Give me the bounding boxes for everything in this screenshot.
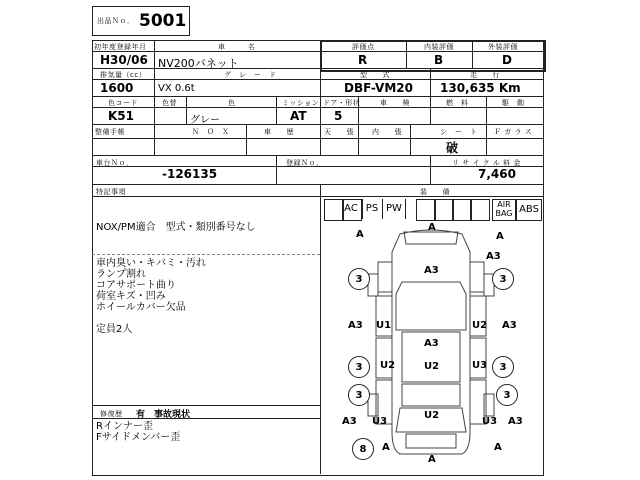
repair-status: 事故現状 (154, 410, 191, 420)
mark-u3: U3 (372, 416, 388, 427)
mark-a3: A3 (424, 265, 439, 276)
car-name-label: 車 名 (218, 43, 256, 51)
equipment-ps: PS (362, 199, 381, 219)
mark-a: A (494, 442, 502, 453)
mileage-label: 走 行 (470, 71, 500, 79)
registration-label: 登録Ｎｏ． (286, 159, 324, 167)
equipment-airbag (492, 199, 516, 221)
notes-line-3: ランプ割れ (96, 269, 146, 280)
mark-a: A (428, 222, 436, 233)
equipment-abs: ABS (516, 199, 542, 221)
mark-u2: U2 (424, 410, 440, 421)
exterior-label: 外装評価 (488, 43, 518, 51)
lot-number: 5001 (139, 11, 187, 31)
mark-circle-3: 3 (348, 356, 370, 378)
equipment-pw: PW (382, 199, 406, 219)
mark-a: A (356, 229, 364, 240)
chassis-label: 車台Ｎｏ． (96, 159, 134, 167)
transmission-label: ミッション (282, 99, 320, 107)
color-code-label: 色コード (108, 99, 138, 107)
inner-trim-label: 内 張 (372, 128, 402, 136)
first-reg-value: H30/06 (100, 53, 148, 67)
equipment-label: 装 備 (420, 188, 450, 196)
mark-u3: U3 (482, 416, 498, 427)
repair-line-2: Fサイドメンバー歪 (96, 432, 181, 443)
doors-value: 5 (334, 109, 343, 123)
mark-u2: U2 (472, 320, 488, 331)
mark-circle-3: 3 (492, 268, 514, 290)
notes-line-4: コアサポート曲り (96, 280, 176, 291)
repair-line-1: Rインナー歪 (96, 421, 153, 432)
lot-label: 出品Ｎｏ． (97, 17, 135, 25)
mark-a: A (428, 454, 436, 465)
model-value: DBF-VM20 (344, 81, 413, 95)
notes-label: 特記事項 (96, 188, 126, 196)
color-value: グレー (190, 115, 220, 126)
equipment-grid (324, 199, 542, 221)
mark-a3: A3 (486, 251, 501, 262)
lot-box (92, 6, 190, 36)
notes-line-5: 荷室キズ・凹み (96, 291, 166, 302)
transmission-value: AT (290, 109, 307, 123)
airbag-text: AIR BAG (495, 200, 513, 218)
mark-a3: A3 (342, 416, 357, 427)
seat-label: シ ー ト (440, 128, 478, 136)
mark-a3: A3 (424, 338, 439, 349)
car-name-value: NV200バネット (158, 57, 239, 70)
score-value: R (358, 53, 368, 67)
mark-u1: U1 (376, 320, 392, 331)
first-reg-label: 初年度登録年月 (94, 43, 147, 51)
fuel-label: 燃 料 (446, 99, 469, 107)
mark-a: A (382, 442, 390, 453)
color-label: 色 (228, 99, 236, 107)
color-code-value: K51 (108, 109, 134, 123)
notes-line-2: 車内臭い・キバミ・汚れ (96, 258, 206, 269)
repair-value: 有 (136, 410, 146, 420)
model-label: 型 式 (360, 71, 390, 79)
equipment-cell (324, 199, 344, 221)
seat-value: 破 (446, 141, 459, 155)
recycle-label: リ サ イ ク ル 料 金 (452, 159, 521, 167)
mark-a: A (496, 231, 504, 242)
interior-label: 内装評価 (424, 43, 454, 51)
exterior-value: D (502, 53, 512, 67)
mark-a3: A3 (348, 320, 363, 331)
mark-circle-3: 3 (492, 356, 514, 378)
ceiling-label: 天 張 (324, 128, 354, 136)
repair-label: 修復歴 (100, 410, 123, 418)
mark-u3: U3 (472, 360, 488, 371)
mark-circle-8: 8 (352, 438, 374, 460)
inspection-label: 車 検 (380, 99, 410, 107)
grade-value: VX 0.6t (158, 83, 195, 94)
capacity-note: 定員2人 (96, 324, 133, 335)
grade-label: グ レ ー ド (224, 71, 277, 79)
drive-label: 駆 動 (502, 99, 525, 107)
mark-a3: A3 (508, 416, 523, 427)
nox-label: Ｎ Ｏ Ｘ (192, 128, 230, 136)
notes-line-6: ホイールカバー欠品 (96, 302, 186, 313)
mark-u2: U2 (424, 361, 440, 372)
mark-circle-3: 3 (496, 384, 518, 406)
mark-u2: U2 (380, 360, 396, 371)
equipment-ac: AC (344, 203, 358, 214)
mark-circle-3: 3 (348, 268, 370, 290)
service-book-label: 整備手帳 (95, 128, 125, 136)
displacement-value: 1600 (100, 81, 134, 95)
notes-line-1: NOX/PM適合 型式・類別番号なし (96, 222, 256, 233)
windshield-label: Ｆ ガ ラ ス (494, 128, 533, 136)
chassis-value: -126135 (162, 167, 218, 181)
score-label: 評価点 (352, 43, 375, 51)
doors-label: ドア・形状 (323, 99, 361, 107)
mark-a3: A3 (502, 320, 517, 331)
color-change-label: 色替 (162, 99, 177, 107)
interior-value: B (434, 53, 444, 67)
mileage-value: 130,635 Km (440, 81, 521, 95)
mark-circle-3: 3 (348, 384, 370, 406)
history-label: 車 歴 (264, 128, 294, 136)
recycle-value: 7,460 (478, 167, 516, 181)
displacement-label: 排気量（cc） (100, 71, 147, 79)
